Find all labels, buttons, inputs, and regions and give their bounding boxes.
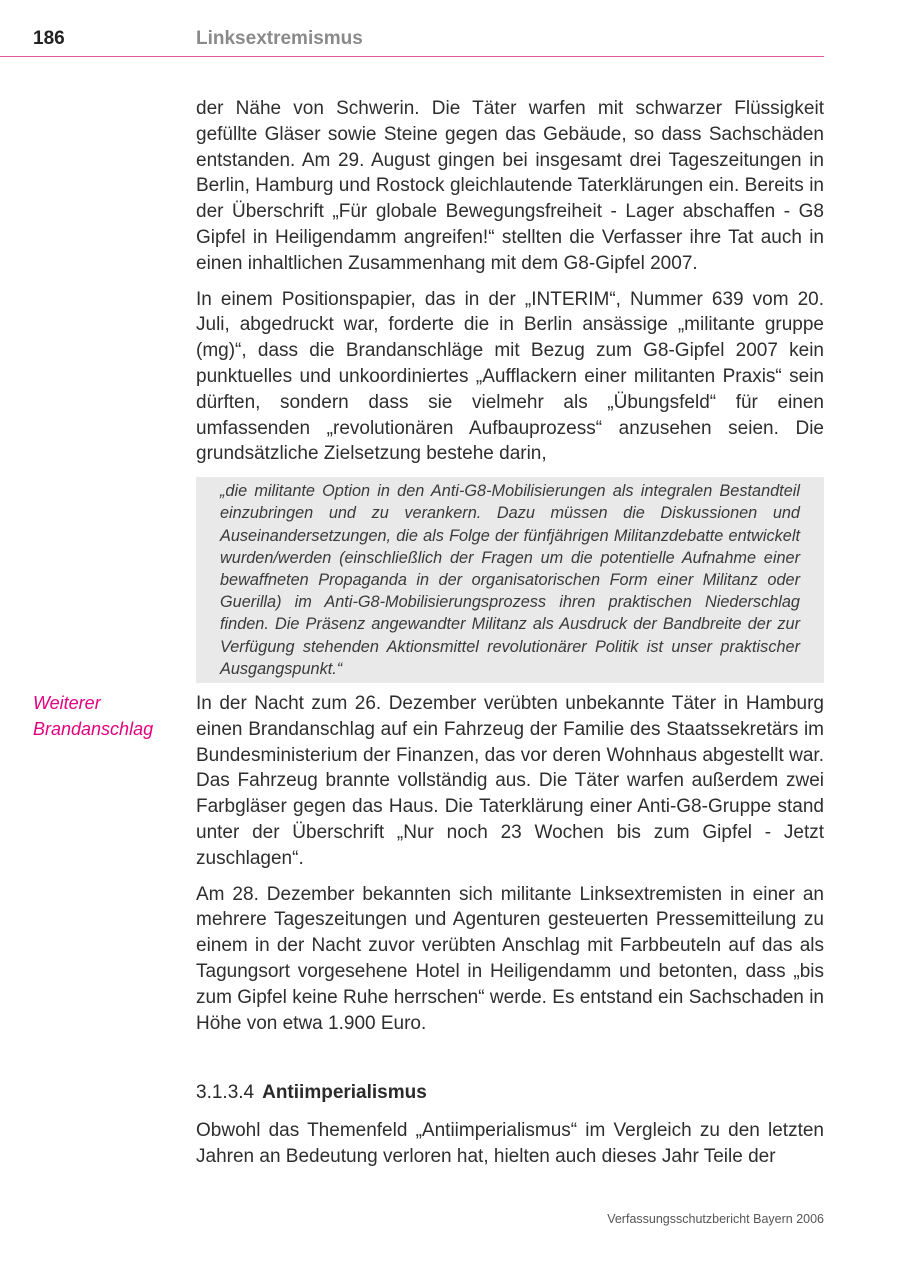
running-title: Linksextremismus	[196, 28, 363, 49]
margin-note: Weiterer Brandanschlag	[33, 692, 154, 739]
paragraph-4: Am 28. Dezember bekannten sich militante Linksextremisten in einer an mehrere Tageszeitungen und Agenturen gesteuerten Pressemitteilung zu einem in der Nacht zuvor verübten Anschlag mit Farbbeuteln auf das als Tagungsort vorgesehene Hotel in Heiligendamm und betonten, dass „bis zum Gipfel keine Ruhe herrschen“ werde. Es entstand ein Sachschaden in Höhe von etwa 1.900 Euro.	[196, 883, 824, 1034]
block-with-margin-note	[33, 691, 824, 872]
paragraph-2: In einem Positionspapier, das in der „INTERIM“, Nummer 639 vom 20. Juli, abgedruckt war, forderte die in Berlin ansässige „militante gruppe (mg)“, dass die Brandanschläge mit Bezug zum G8-Gipfel 2007 kein punktuelles und unkoordiniertes „Aufflackern einer militanten Praxis“ sein dürften, sondern dass sie vielmehr als „Übungsfeld“ für einen umfassenden „revolutionären Aufbauprozess“ anzusehen seien. Die grundsätzliche Zielsetzung bestehe darin,	[196, 288, 824, 465]
header-rule	[0, 56, 824, 57]
main-content	[33, 96, 824, 1180]
section-heading	[196, 1080, 824, 1105]
paragraph-3: In der Nacht zum 26. Dezember verübten unbekannte Täter in Hamburg einen Brandanschlag auf ein Fahrzeug der Familie des Staatssekretärs im Bundesministerium der Finanzen, das vor deren Wohnhaus abgestellt war. Das Fahrzeug brannte vollständig aus. Die Täter warfen außerdem zwei Farbgläser gegen das Haus. Die Taterklärung einer Anti-G8-Gruppe stand unter der Überschrift „Nur noch 23 Wochen bis zum Gipfel - Jetzt zuschlagen“.	[196, 692, 824, 869]
section-number: 3.1.3.4	[196, 1082, 255, 1104]
section-title: Antiimperialismus	[262, 1082, 427, 1104]
paragraph-5: Obwohl das Themenfeld „Antiimperialismus“ im Vergleich zu den letzten Jahren an Bedeutung verloren hat, hielten auch dieses Jahr Teile der	[196, 1120, 824, 1168]
footer-publication: Verfassungsschutzbericht Bayern 2006	[607, 1212, 824, 1226]
block-quote: „die militante Option in den Anti-G8-Mobilisierungen als integralen Bestandteil einzubringen und zu verankern. Dazu müssen die Diskussionen und Auseinandersetzungen, die als Folge der fünfjährigen Militanzdebatte entwickelt wurden/werden (einschließlich der Fragen um die potentielle Aufnahme einer bewaffneten Propaganda in der organisatorischen Form einer Militanz oder Guerilla) im Anti-G8-Mobilisierungsprozess ihren praktischen Niederschlag finden. Die Präsenz angewandter Militanz als Ausdruck der Bandbreite der zur Verfügung stehenden Aktionsmittel revolutionärer Politik ist unser praktischer Ausgangspunkt.“	[196, 477, 824, 683]
paragraph-1: der Nähe von Schwerin. Die Täter warfen mit schwarzer Flüssigkeit gefüllte Gläser sowie Steine gegen das Gebäude, so dass Sachschäden entstanden. Am 29. August gingen bei insgesamt drei Tageszeitungen in Berlin, Hamburg und Rostock gleichlautende Taterklärungen ein. Bereits in der Überschrift „Für globale Bewegungsfreiheit - Lager abschaffen - G8 Gipfel in Heiligendamm angreifen!“ stellten die Verfasser ihre Tat auch in einen inhaltlichen Zusammenhang mit dem G8-Gipfel 2007.	[196, 98, 824, 274]
page-number: 186	[33, 28, 65, 49]
